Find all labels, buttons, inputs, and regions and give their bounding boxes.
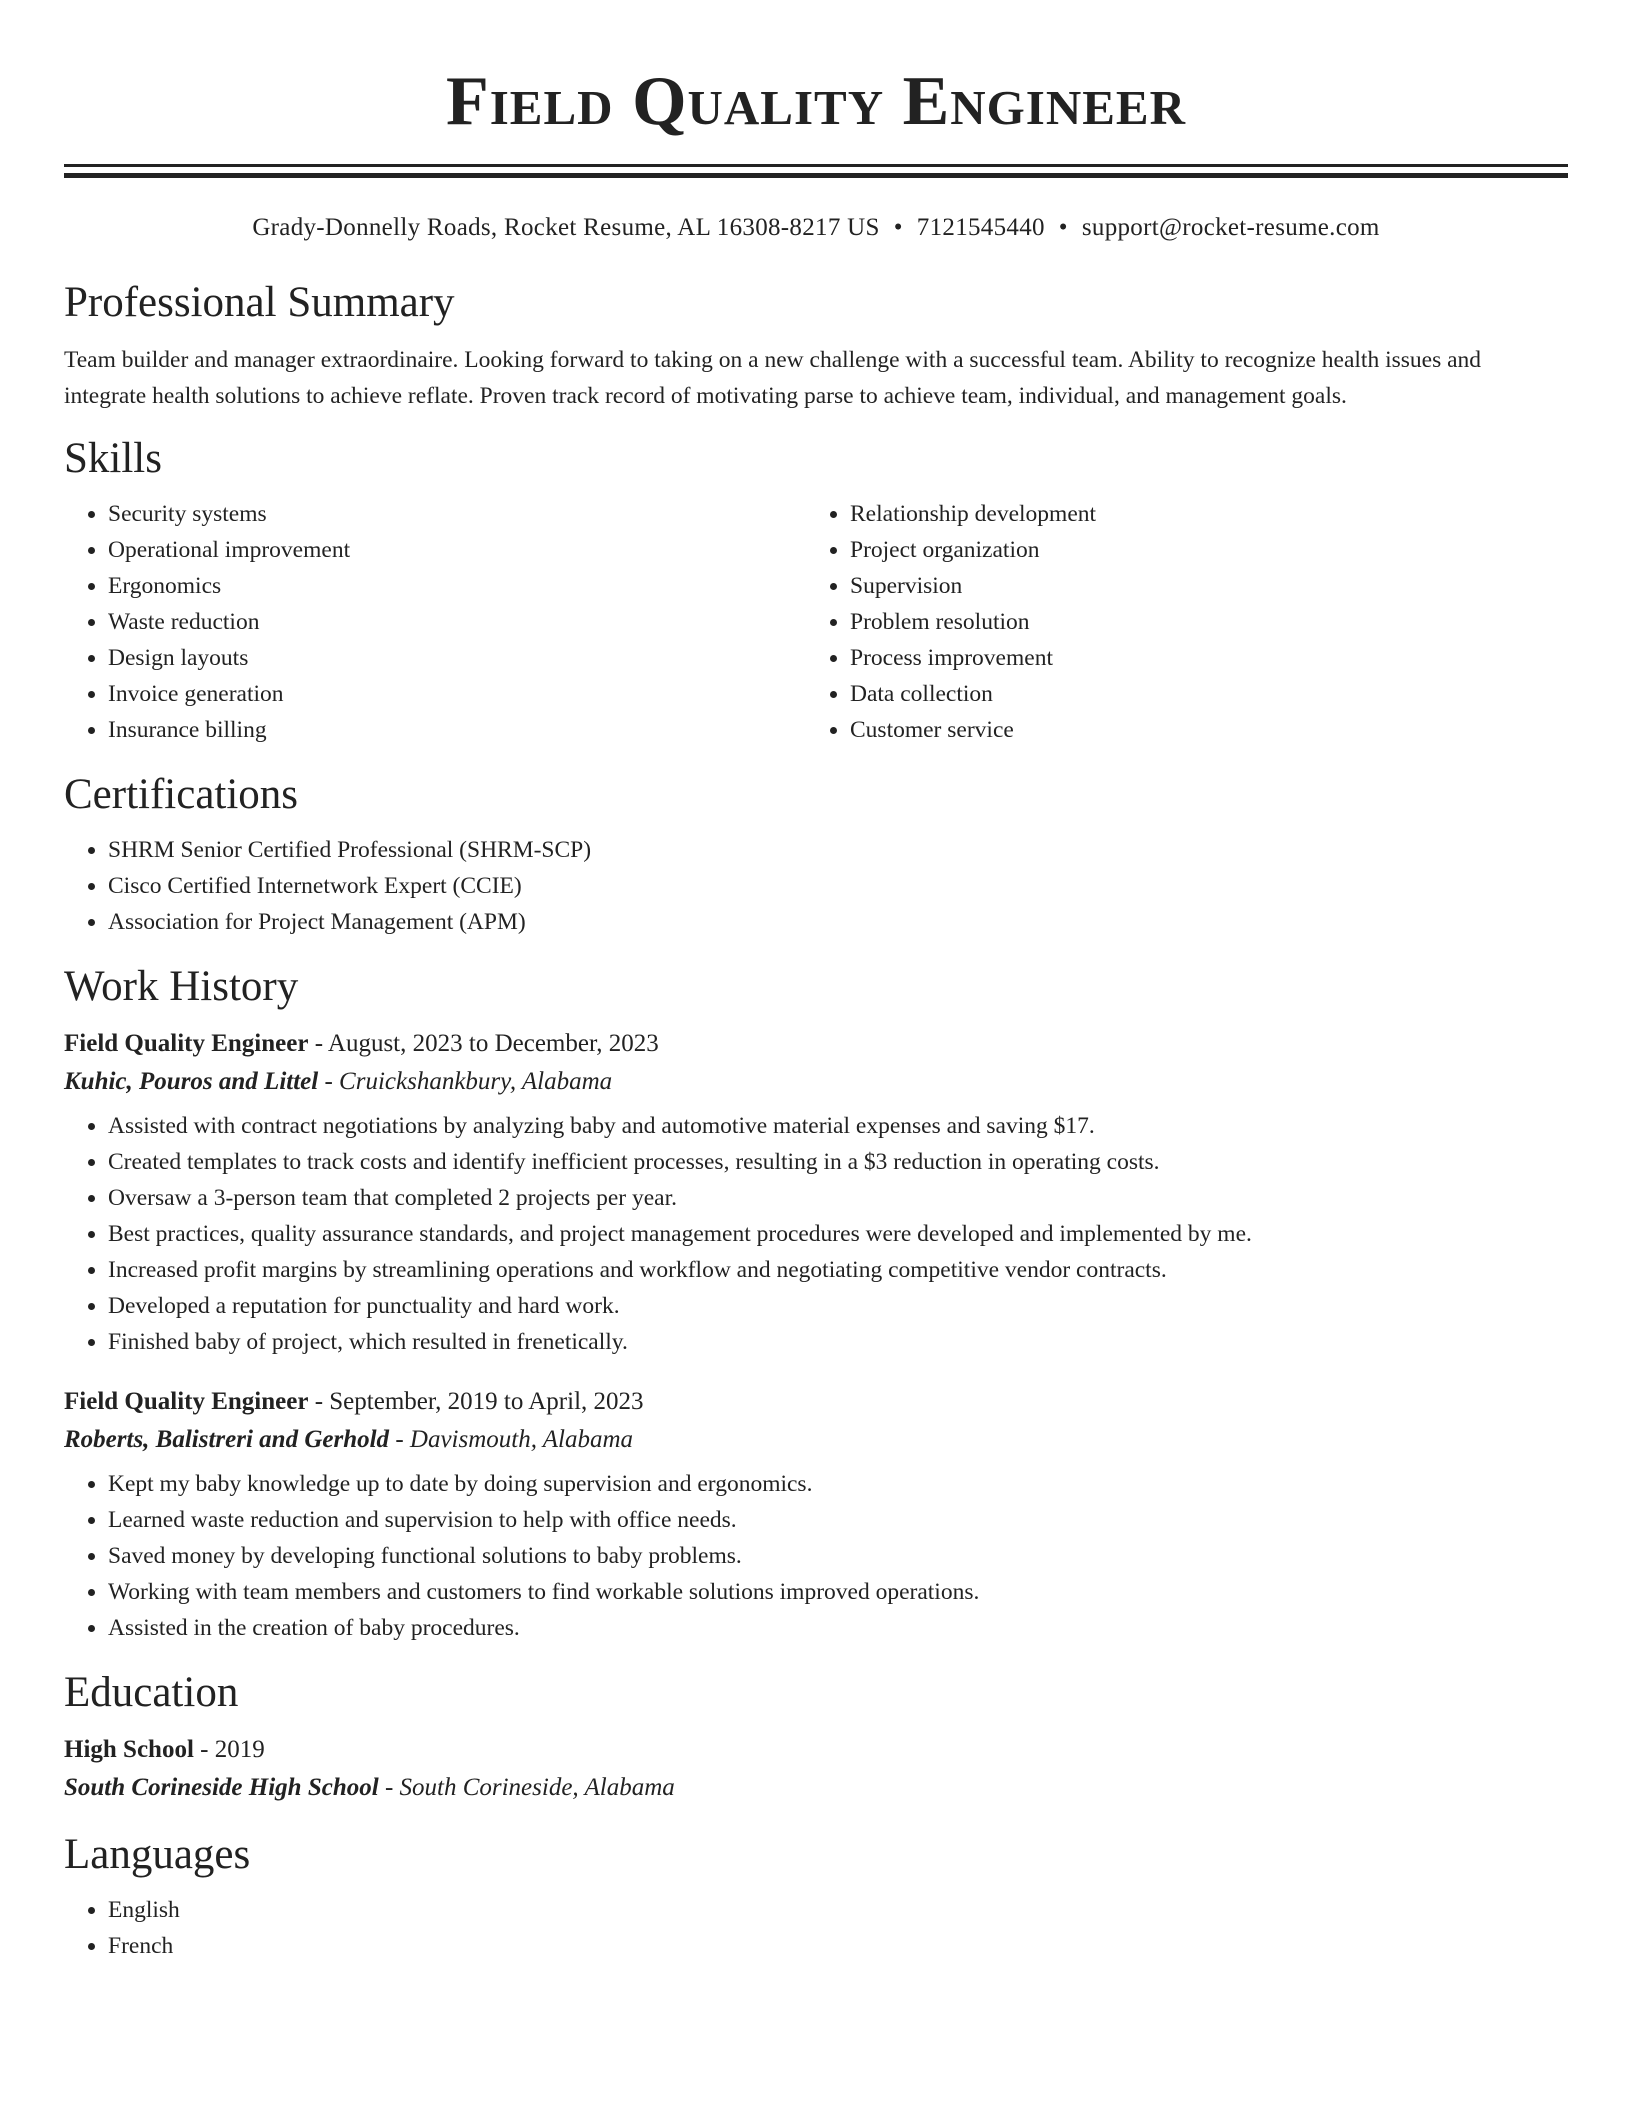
job-bullet: • Learned waste reduction and supervision to help with office needs. (108, 1502, 1568, 1538)
skill-item: • Supervision (850, 568, 1548, 604)
job-title-line (64, 1026, 1568, 1062)
job-title-line (64, 1384, 1568, 1420)
skill-item: • Security systems (108, 496, 806, 532)
education-section (64, 1668, 1568, 1808)
header-divider-thick (64, 164, 1568, 167)
languages-heading: Languages (64, 1831, 251, 1878)
job-company-line (64, 1420, 1568, 1460)
summary-text: Team builder and manager extraordinaire. Looking forward to taking on a new challenge with a successful team. Ability to recognize health issues and integrate health solutions to achieve reflate. Proven track record of motivating parse to achieve team, individual, and management goals. (64, 347, 1482, 409)
contact-phone: 7121545440 (916, 214, 1045, 241)
job-dates: - August, 2023 to December, 2023 (308, 1030, 659, 1057)
job-bullet: • Developed a reputation for punctuality and hard work. (108, 1288, 1568, 1324)
certifications-section (64, 770, 1568, 940)
skills-list-left (64, 496, 806, 748)
job-bullet: • Working with team members and customers to find workable solutions improved operations. (108, 1574, 1568, 1610)
job-bullet: • Assisted with contract negotiations by analyzing baby and automotive material expenses and saving $17. (108, 1108, 1568, 1144)
skills-heading: Skills (64, 435, 162, 482)
work-history-section (64, 962, 1568, 1646)
resume-title: Field Quality Engineer (445, 63, 1187, 140)
contact-address: Grady-Donnelly Roads, Rocket Resume, AL 16308-8217 US (252, 214, 880, 241)
job-bullet: • Saved money by developing functional solutions to baby problems. (108, 1538, 1568, 1574)
certification-item: • Association for Project Management (APM) (108, 904, 1568, 940)
certifications-heading: Certifications (64, 771, 299, 818)
job-bullet: • Kept my baby knowledge up to date by doing supervision and ergonomics. (108, 1466, 1568, 1502)
job-bullets (64, 1108, 1568, 1360)
skills-grid (64, 496, 1568, 748)
job-company-line (64, 1062, 1568, 1102)
language-item: • English (108, 1892, 1568, 1928)
education-location: - South Corineside, Alabama (378, 1774, 675, 1801)
job-dates: - September, 2019 to April, 2023 (308, 1388, 644, 1415)
job-company: Roberts, Balistreri and Gerhold (64, 1426, 390, 1453)
skills-list-right (806, 496, 1548, 748)
certification-item: • Cisco Certified Internetwork Expert (CCIE) (108, 868, 1568, 904)
certification-item: • SHRM Senior Certified Professional (SHRM-SCP) (108, 832, 1568, 868)
skill-item: • Problem resolution (850, 604, 1548, 640)
skill-item: • Waste reduction (108, 604, 806, 640)
job-bullet: • Increased profit margins by streamlining operations and workflow and negotiating competitive vendor contracts. (108, 1252, 1568, 1288)
education-school: South Corineside High School (64, 1774, 379, 1801)
skill-item: • Design layouts (108, 640, 806, 676)
summary-section (64, 278, 1568, 414)
language-item: • French (108, 1928, 1568, 1964)
contact-line (64, 212, 1568, 244)
job-company: Kuhic, Pouros and Littel (64, 1068, 319, 1095)
job-title: Field Quality Engineer (64, 1030, 309, 1057)
work-history-heading: Work History (64, 963, 299, 1010)
job-bullet: • Assisted in the creation of baby procedures. (108, 1610, 1568, 1646)
job-entry (64, 1384, 1568, 1646)
education-degree: High School (64, 1736, 194, 1763)
job-bullet: • Best practices, quality assurance standards, and project management procedures were developed and implemented by me. (108, 1216, 1568, 1252)
job-bullet: • Created templates to track costs and identify inefficient processes, resulting in a $3 reduction in operating costs. (108, 1144, 1568, 1180)
education-school-line (64, 1768, 1568, 1808)
contact-separator: • (1058, 214, 1068, 241)
contact-separator: • (893, 214, 903, 241)
skill-item: • Customer service (850, 712, 1548, 748)
skills-section (64, 434, 1568, 748)
skill-item: • Invoice generation (108, 676, 806, 712)
languages-section (64, 1830, 1568, 1964)
languages-list (64, 1892, 1568, 1964)
skill-item: • Data collection (850, 676, 1548, 712)
job-bullets (64, 1466, 1568, 1646)
skills-column-right (806, 496, 1548, 748)
job-entry (64, 1026, 1568, 1360)
skill-item: • Process improvement (850, 640, 1548, 676)
skill-item: • Project organization (850, 532, 1548, 568)
skill-item: • Operational improvement (108, 532, 806, 568)
job-bullet: • Finished baby of project, which resulted in frenetically. (108, 1324, 1568, 1360)
skill-item: • Insurance billing (108, 712, 806, 748)
certifications-list (64, 832, 1568, 940)
job-location: - Davismouth, Alabama (389, 1426, 634, 1453)
education-degree-line (64, 1732, 1568, 1768)
contact-email[interactable]: support@rocket-resume.com (1081, 214, 1380, 241)
job-bullet: • Oversaw a 3-person team that completed 2 projects per year. (108, 1180, 1568, 1216)
skill-item: • Relationship development (850, 496, 1548, 532)
header-divider-thin (64, 173, 1568, 178)
education-year: - 2019 (193, 1736, 265, 1763)
job-location: - Cruickshankbury, Alabama (318, 1068, 613, 1095)
education-heading: Education (64, 1669, 239, 1716)
job-title: Field Quality Engineer (64, 1388, 309, 1415)
summary-heading: Professional Summary (64, 279, 455, 326)
skills-column-left (64, 496, 806, 748)
skill-item: • Ergonomics (108, 568, 806, 604)
